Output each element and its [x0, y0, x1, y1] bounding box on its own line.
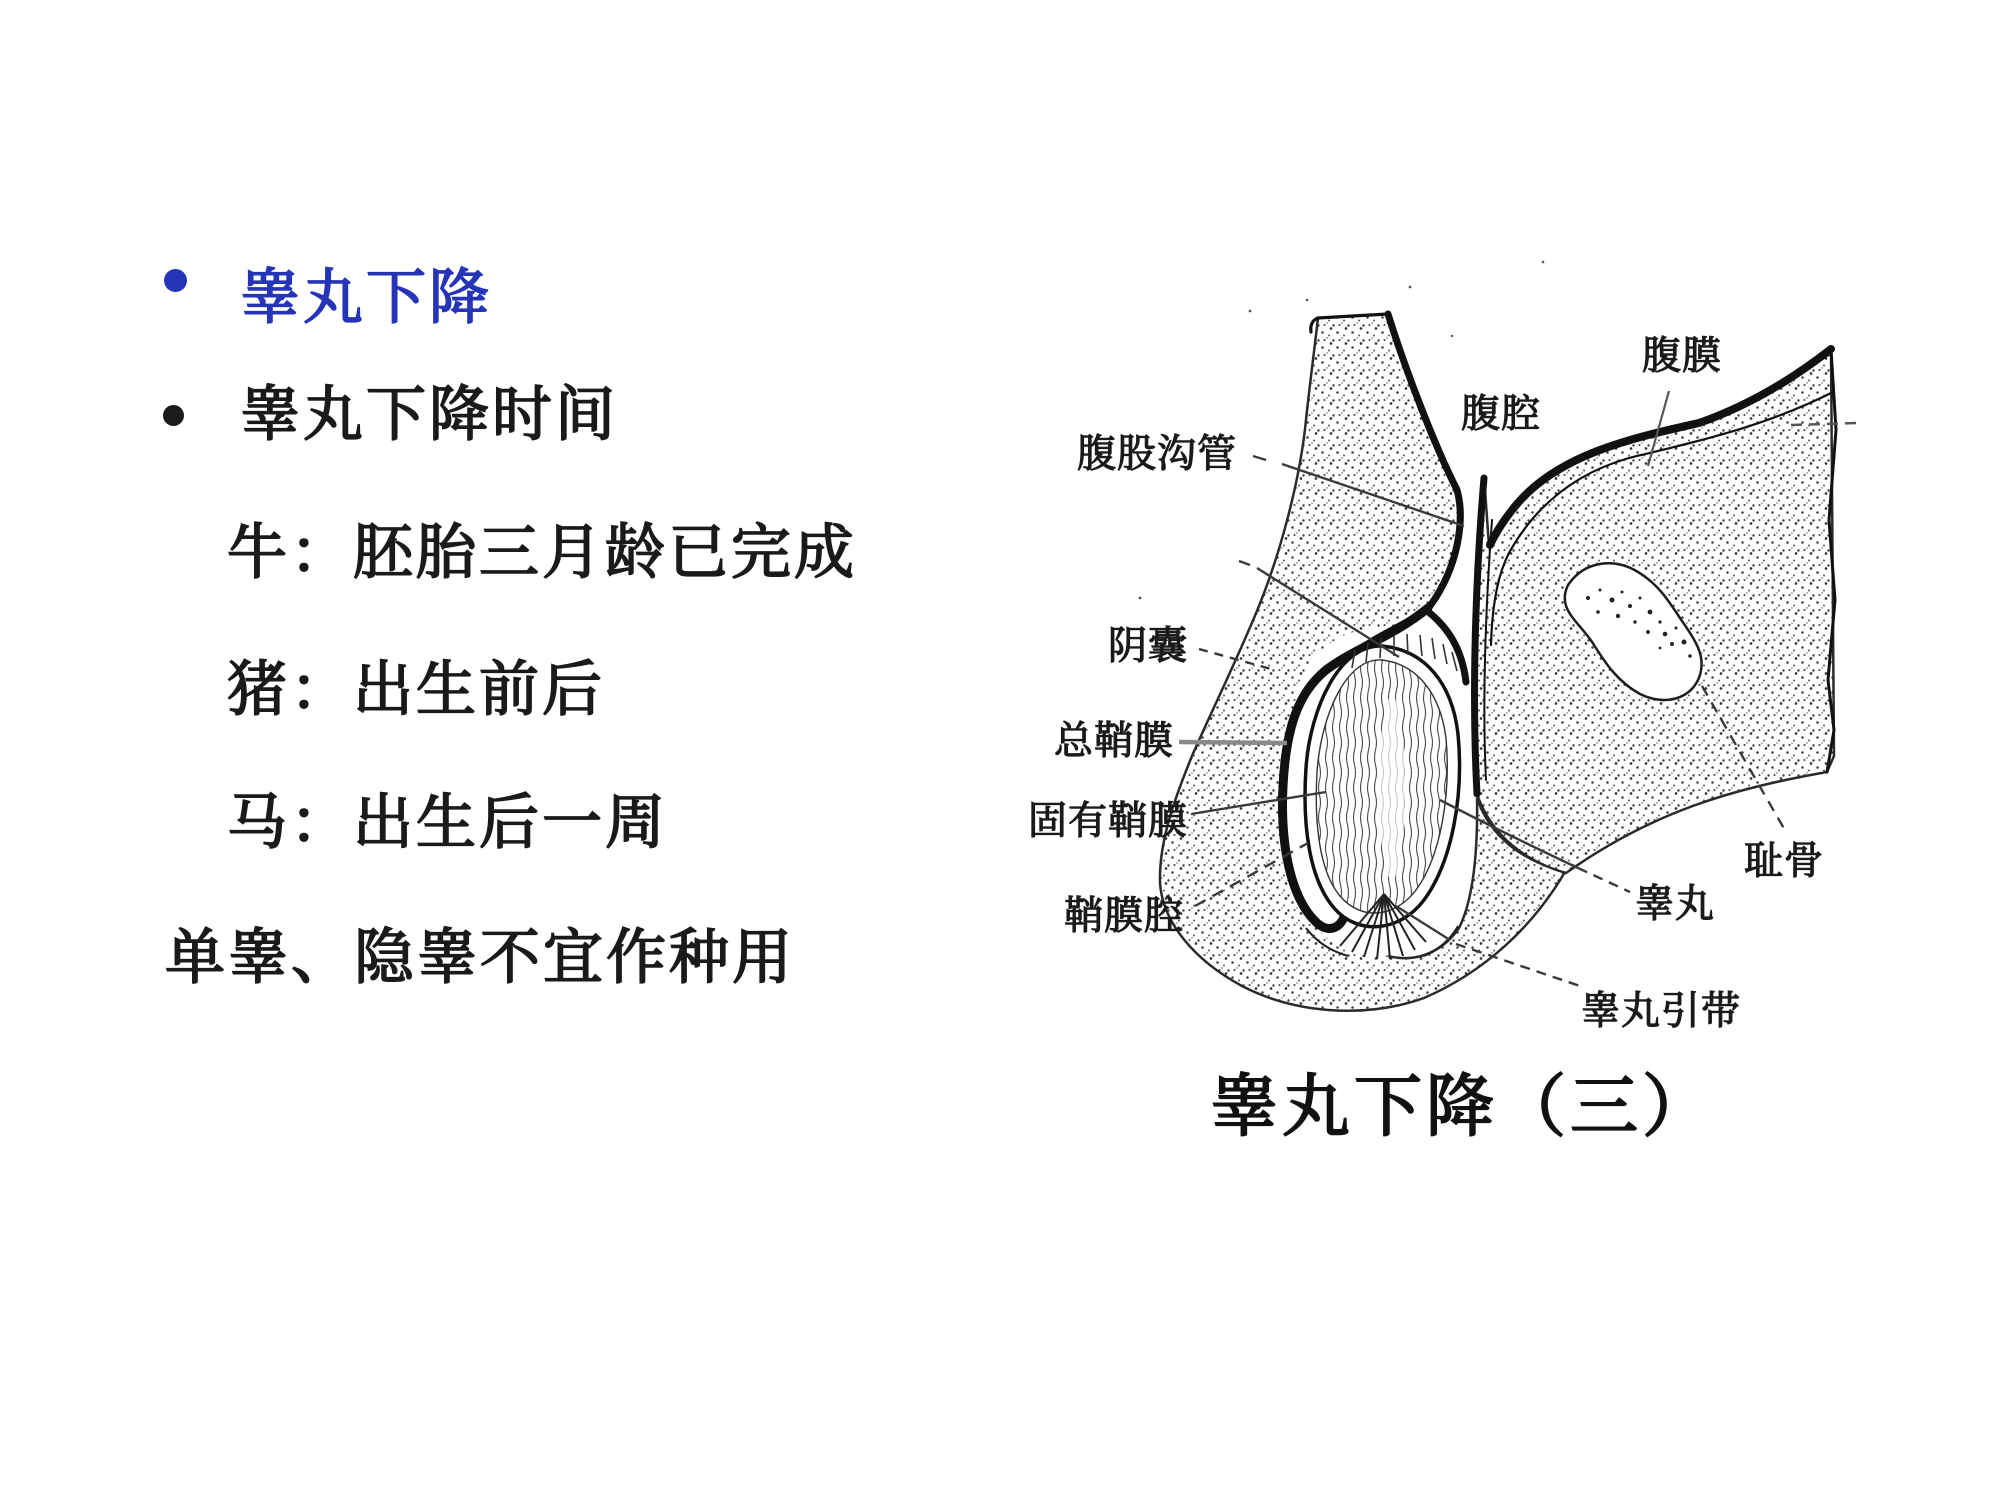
- leader-testis-dash: [1578, 868, 1630, 892]
- label-testis: 睾丸: [1635, 883, 1716, 926]
- label-gubernaculum: 睾丸引带: [1581, 990, 1742, 1033]
- line-cryptorchid-note: 单睾、隐睾不宜作种用: [165, 924, 795, 991]
- label-peritoneum: 腹膜: [1642, 335, 1723, 378]
- leader-common-tunic: [1179, 742, 1287, 743]
- label-proper-tunic: 固有鞘膜: [1028, 800, 1189, 843]
- bullet-text-descent-time: 睾丸下降时间: [240, 381, 618, 448]
- label-abdominal-cavity: 腹腔: [1461, 393, 1542, 436]
- label-inguinal-canal: 腹股沟管: [1077, 433, 1238, 476]
- line-pig: 猪：出生前后: [227, 656, 605, 723]
- leader-canal-to-cap-dash: [1239, 561, 1250, 565]
- label-pubis: 耻骨: [1744, 840, 1825, 883]
- leader-inguinal-canal-dash: [1253, 456, 1266, 460]
- label-vaginal-cavity: 鞘膜腔: [1064, 895, 1185, 938]
- label-scrotum: 阴囊: [1108, 625, 1189, 668]
- line-cattle: 牛：胚胎三月龄已完成: [227, 519, 857, 586]
- bullet-text-testis-descent: 睾丸下降: [240, 264, 492, 331]
- line-horse: 马：出生后一周: [227, 789, 668, 856]
- figure-caption: 睾丸下降（三）: [1210, 1069, 1715, 1145]
- label-common-tunic: 总鞘膜: [1054, 720, 1175, 763]
